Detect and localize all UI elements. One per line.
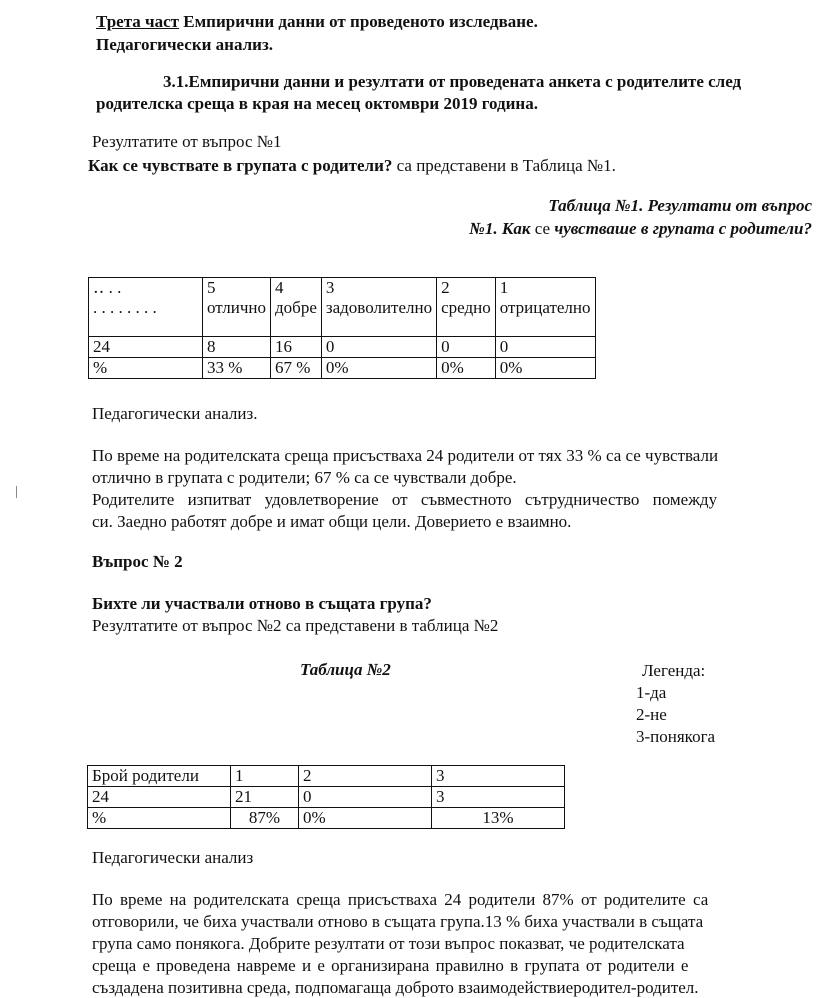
q1-analysis-title: Педагогически анализ. — [92, 404, 258, 423]
q2-analysis-l2: отговорили, че биха участвали отново в същата група.13 % биха участвали в същата — [92, 912, 704, 931]
table-cell: 1 — [231, 766, 299, 787]
table-cell: 24 — [89, 337, 203, 358]
table-cell: 67 % — [271, 358, 322, 379]
table-row — [88, 808, 565, 829]
table-cell: % — [88, 808, 231, 829]
table-cell: 0% — [299, 808, 432, 829]
table-row — [89, 278, 596, 337]
q1-analysis-p2-l1: Родителите изпитват удовлетворение от съвместното сътрудничество помежду — [92, 490, 718, 509]
q1-question-line — [88, 156, 616, 176]
q2-analysis-l1: По време на родителската среща присъстваха 24 родители 87% от родителите са — [92, 890, 709, 909]
table-cell: 3 задоволително — [321, 278, 436, 337]
section-title-line1: 3.1.Емпирични данни и резултати от проведената анкета с родителите след — [163, 72, 742, 91]
table-cell: 5 отлично — [203, 278, 271, 337]
table-cell: 87% — [231, 808, 299, 829]
results-table-2 — [87, 765, 565, 829]
table-cell: 3 — [432, 787, 565, 808]
table-cell: 0% — [495, 358, 595, 379]
q2-heading: Въпрос № 2 — [92, 552, 183, 571]
table-cell: 2 средно — [437, 278, 496, 337]
q2-analysis-l5: създадена позитивна среда, подпомагаща доброто взаимодействиеродител-родител. — [92, 978, 699, 997]
table-cell: 24 — [88, 787, 231, 808]
legend-item: 1-да — [636, 683, 667, 702]
table-cell: 16 — [271, 337, 322, 358]
table-cell: 21 — [231, 787, 299, 808]
table-cell: 0 — [437, 337, 496, 358]
q2-intro: Резултатите от въпрос №2 са представени в таблица №2 — [92, 616, 499, 635]
q1-question-tail: са представени в Таблица №1. — [392, 156, 616, 175]
table1-caption-line2: №1. Как се чувстваше в групата с родители? — [469, 219, 812, 238]
table-cell: 0 — [495, 337, 595, 358]
table-cell: Брой родители — [88, 766, 231, 787]
results-table-1 — [88, 277, 596, 379]
table-cell: 2 — [299, 766, 432, 787]
legend-title: Легенда: — [642, 661, 706, 680]
margin-mark — [16, 486, 17, 498]
table1-caption-line1: Таблица №1. Резултати от въпрос — [548, 196, 812, 215]
table2-caption: Таблица №2 — [300, 660, 391, 679]
table-cell: 8 — [203, 337, 271, 358]
table-cell: % — [89, 358, 203, 379]
table-row — [89, 337, 596, 358]
table-cell: 13% — [432, 808, 565, 829]
q2-question: Бихте ли участвали отново в същата група? — [92, 594, 432, 613]
table-row — [89, 358, 596, 379]
part-title: Емпирични данни от проведеното изследване. — [178, 12, 538, 31]
table-cell: 4 добре — [271, 278, 322, 337]
q1-analysis-p2-l2: си. Заедно работят добре и имат общи цели. Доверието е взаимно. — [92, 512, 572, 531]
q2-analysis-title: Педагогически анализ — [92, 848, 254, 867]
q1-analysis-p1-l2: отлично в групата с родители; 67 % са се чувствали добре. — [92, 468, 517, 487]
q2-analysis-l4: среща е проведена навреме и е организирана правилно в групата от родители е — [92, 956, 689, 975]
q1-question: Как се чувствате в групата с родители? — [88, 156, 393, 175]
legend-item: 2-не — [636, 705, 667, 724]
table-cell: 33 % — [203, 358, 271, 379]
section-title-line2: родителска среща в края на месец октомври 2019 година. — [96, 94, 538, 113]
table-cell: 0 — [321, 337, 436, 358]
table-cell: ‥ . . . . . . . . . . — [89, 278, 203, 337]
part-heading — [96, 12, 538, 32]
part-label: Трета част — [96, 12, 179, 31]
q1-intro: Резултатите от въпрос №1 — [92, 132, 282, 151]
legend-item: 3-понякога — [636, 727, 716, 746]
table-cell: 1 отрицателно — [495, 278, 595, 337]
part-subtitle: Педагогически анализ. — [96, 35, 274, 54]
q1-analysis-p1-l1: По време на родителската среща присъстваха 24 родители от тях 33 % са се чувствали — [92, 446, 719, 465]
table-cell: 3 — [432, 766, 565, 787]
q2-analysis-l3: група само понякога. Добрите резултати от този въпрос показват, че родителската — [92, 934, 685, 953]
table-cell: 0% — [437, 358, 496, 379]
table-row — [88, 766, 565, 787]
table-cell: 0 — [299, 787, 432, 808]
table-cell: 0% — [321, 358, 436, 379]
table-row — [88, 787, 565, 808]
